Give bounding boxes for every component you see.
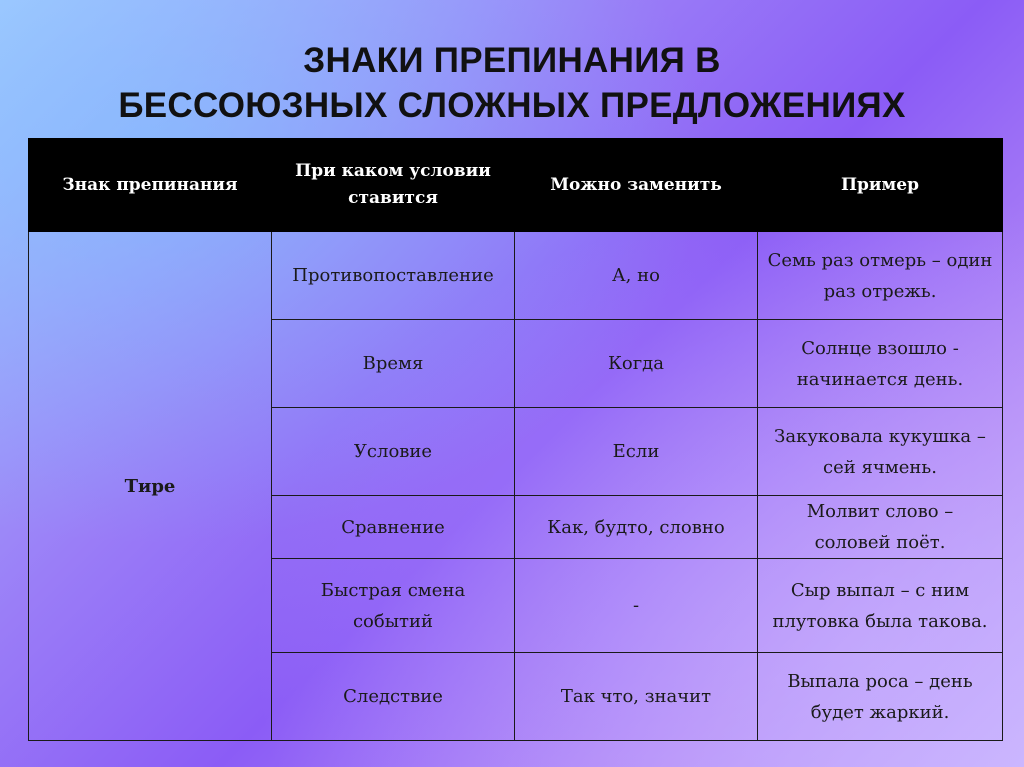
table-header-row: [29, 139, 1003, 232]
condition-cell: Время: [272, 320, 515, 408]
example-cell: Сыр выпал – с ним плутовка была такова.: [758, 559, 1003, 653]
replace-cell: -: [515, 559, 758, 653]
header-sign: Знак препинания: [29, 139, 272, 232]
header-replace: Можно заменить: [515, 139, 758, 232]
replace-cell: А, но: [515, 232, 758, 320]
slide-title-line-1: ЗНАКИ ПРЕПИНАНИЯ В: [303, 41, 721, 80]
example-cell: Молвит слово – соловей поёт.: [758, 496, 1003, 559]
example-cell: Выпала роса – день будет жаркий.: [758, 653, 1003, 741]
header-condition: При каком условии ставится: [272, 139, 515, 232]
slide-title-line-2: БЕССОЮЗНЫХ СЛОЖНЫХ ПРЕДЛОЖЕНИЯХ: [118, 86, 906, 125]
example-cell: Солнце взошло - начинается день.: [758, 320, 1003, 408]
condition-cell: Противопоставление: [272, 232, 515, 320]
condition-cell: Быстрая смена событий: [272, 559, 515, 653]
condition-cell: Условие: [272, 408, 515, 496]
example-cell: Семь раз отмерь – один раз отрежь.: [758, 232, 1003, 320]
replace-cell: Как, будто, словно: [515, 496, 758, 559]
table-row: [29, 232, 1003, 320]
example-cell: Закуковала кукушка – сей ячмень.: [758, 408, 1003, 496]
header-example: Пример: [758, 139, 1003, 232]
condition-cell: Сравнение: [272, 496, 515, 559]
replace-cell: Когда: [515, 320, 758, 408]
slide-title: [0, 38, 1024, 128]
replace-cell: Так что, значит: [515, 653, 758, 741]
replace-cell: Если: [515, 408, 758, 496]
condition-cell: Следствие: [272, 653, 515, 741]
sign-cell: Тире: [29, 232, 272, 741]
punctuation-table: [28, 138, 1003, 741]
